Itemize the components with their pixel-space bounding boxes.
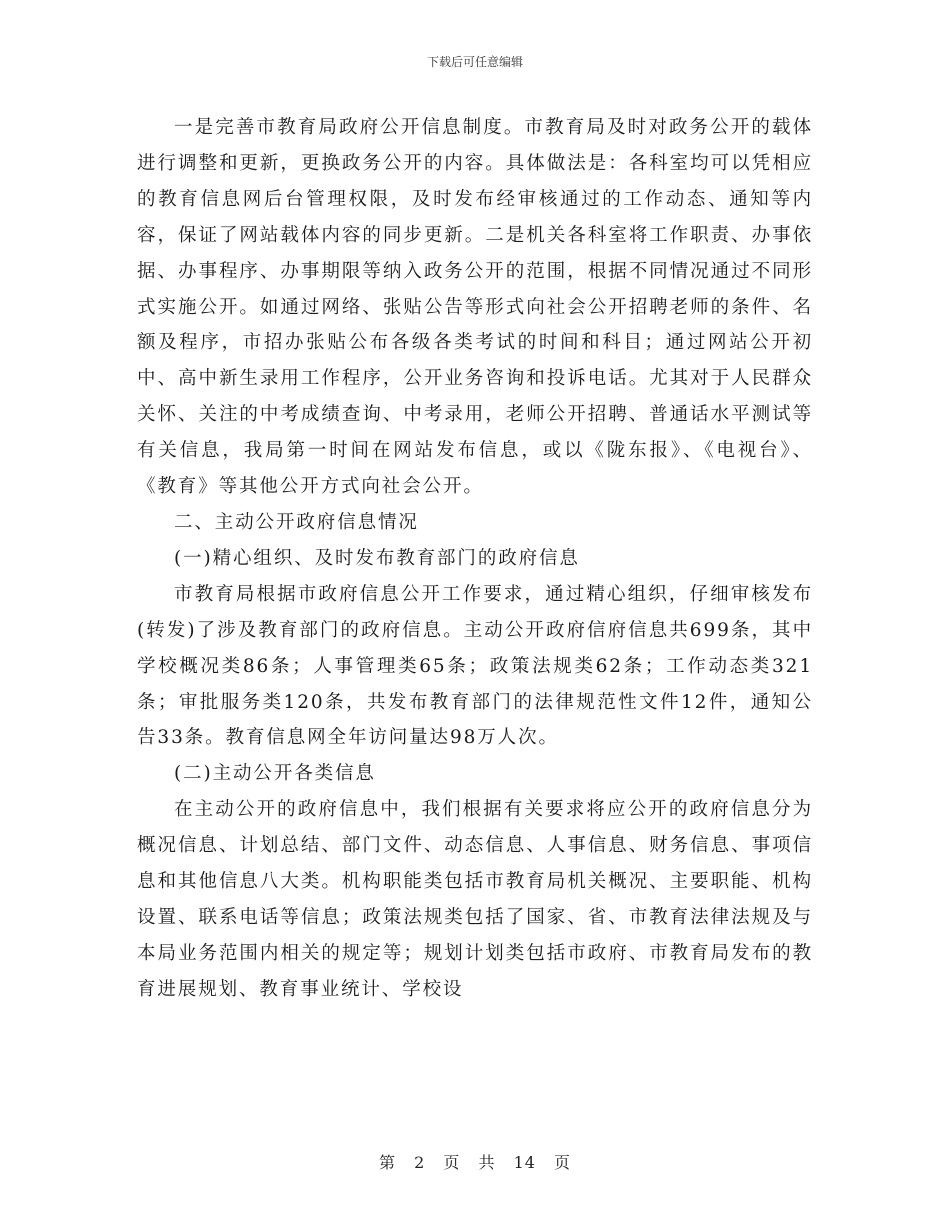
document-body bbox=[137, 110, 813, 1008]
page-total-number: 14 bbox=[513, 1153, 536, 1172]
subsection-heading-2: (二)主动公开各类信息 bbox=[174, 763, 376, 785]
page-label-ye: 页 bbox=[443, 1153, 461, 1172]
page-label-di: 第 bbox=[378, 1153, 396, 1172]
body-paragraph-3: 在主动公开的政府信息中，我们根据有关要求将应公开的政府信息分为概况信息、计划总结、部门文件、动态信息、人事信息、财务信息、事项信息和其他信息八大类。机构职能类包括市教育局机关概况、主要职能、机构设置、联系电话等信息；政策法规类包括了国家、省、市教育法律法规及与本局业务范围内相关的规定等；规划计划类包括市政府、市教育局发布的教育进展规划、教育事业统计、学校设 bbox=[137, 799, 813, 1000]
section-heading-2: 二、主动公开政府信息情况 bbox=[174, 511, 419, 533]
subsection-heading-1: (一)精心组织、及时发布教育部门的政府信息 bbox=[174, 547, 580, 569]
body-paragraph-2: 市教育局根据市政府信息公开工作要求，通过精心组织，仔细审核发布(转发)了涉及教育部门的政府信息。主动公开政府信府信息共699条，其中学校概况类86条；人事管理类65条；政策法规类62条；工作动态类321条；审批服务类120条，共发布教育部门的法律规范性文件12件，通知公告33条。教育信息网全年访问量达98万人次。 bbox=[137, 583, 813, 749]
page-footer bbox=[0, 1152, 950, 1174]
page-label-gong: 共 bbox=[478, 1153, 496, 1172]
page-current-number: 2 bbox=[414, 1153, 426, 1172]
page-header: 下载后可任意编辑 bbox=[426, 55, 523, 69]
body-paragraph-1: 一是完善市教育局政府公开信息制度。市教育局及时对政务公开的载体进行调整和更新，更换政务公开的内容。具体做法是：各科室均可以凭相应的教育信息网后台管理权限，及时发布经审核通过的工作动态、通知等内容，保证了网站载体内容的同步更新。二是机关各科室将工作职责、办事依据、办事程序、办事期限等纳入政务公开的范围，根据不同情况通过不同形式实施公开。如通过网络、张贴公告等形式向社会公开招聘老师的条件、名额及程序，市招办张贴公布各级各类考试的时间和科目；通过网站公开初中、高中新生录用工作程序，公开业务咨询和投诉电话。尤其对于人民群众关怀、关注的中考成绩查询、中考录用，老师公开招聘、普通话水平测试等有关信息，我局第一时间在网站发布信息，或以《陇东报》、《电视台》、《教育》等其他公开方式向社会公开。 bbox=[137, 117, 813, 498]
page-label-ye-end: 页 bbox=[554, 1153, 572, 1172]
